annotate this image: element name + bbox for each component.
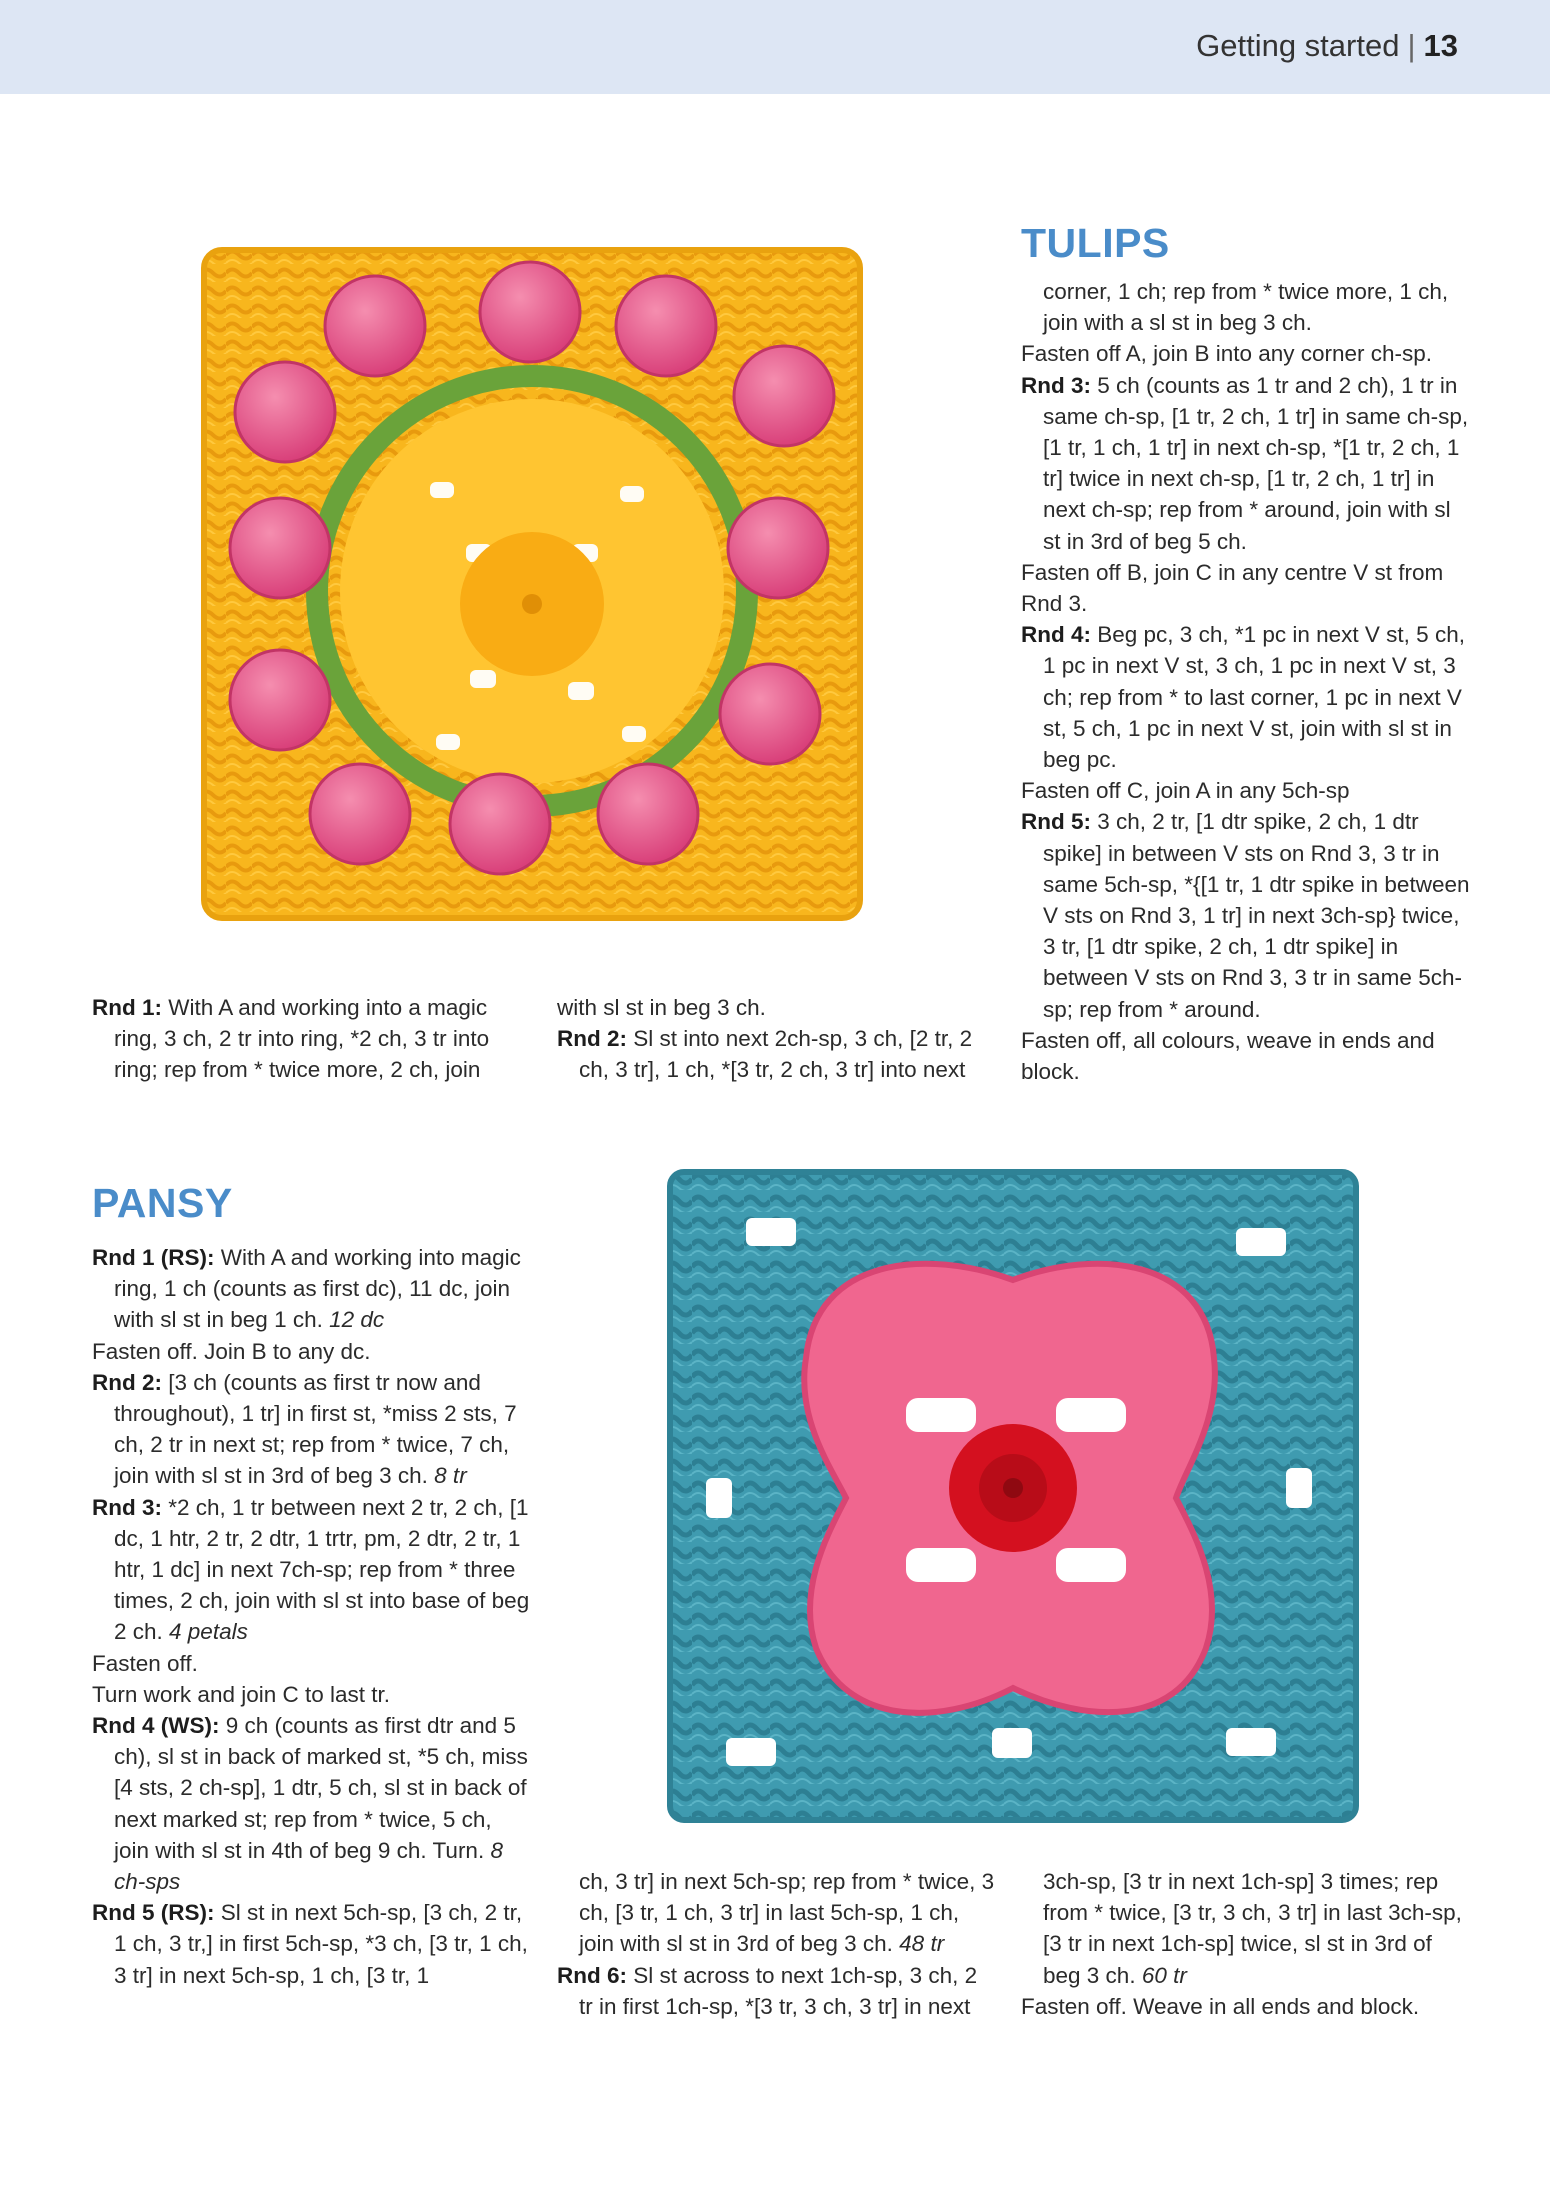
pansy-rnd-3: Rnd 3: *2 ch, 1 tr between next 2 tr, 2 ch, [1 dc, 1 htr, 2 tr, 2 dtr, 1 trtr, pm, 2 dtr, 2 tr, 1 htr, 1 dc] in next 7ch-sp; rep from * three times, 2 ch, join with sl st into base of beg 2 ch. 4 petals xyxy=(92,1494,530,1645)
pansy-rnd-2: Rnd 2: [3 ch (counts as first tr now and throughout), 1 tr] in first st, *miss 2 sts, 7 ch, 2 tr in next st; rep from * twice, 7 ch, join with sl st in 3rd of beg 3 ch. 8 tr xyxy=(92,1369,517,1489)
tulips-rnd-1: Rnd 1: With A and working into a magic ring, 3 ch, 2 tr into ring, *2 ch, 3 tr into ring; rep from * twice more, 2 ch, join xyxy=(92,995,490,1083)
tulips-rnd-2-cont: corner, 1 ch; rep from * twice more, 1 ch, join with a sl st in beg 3 ch. xyxy=(1043,279,1449,336)
pansy-rnd-6: Rnd 6: Sl st across to next 1ch-sp, 3 ch, 2 tr in first 1ch-sp, *[3 tr, 3 ch, 3 tr] in next xyxy=(557,1962,978,2019)
tulips-rnd-5: Rnd 5: 3 ch, 2 tr, [1 dtr spike, 2 ch, 1 dtr spike] in between V sts on Rnd 3, 3 tr in same 5ch-sp, *{[1 tr, 1 dtr spike in between V sts on Rnd 3, 1 tr] in next 3ch-sp} twice, 3 tr, [1 dtr spike, 2 ch, 1 dtr spike] in between V sts on Rnd 3, 3 tr in same 5ch-sp; rep from * around. xyxy=(1021,809,1470,1022)
pansy-column-2 xyxy=(557,1866,995,2022)
pansy-rnd-6-cont: 3ch-sp, [3 tr in next 1ch-sp] 3 times; rep from * twice, [3 tr, 3 ch, 3 tr] in last 3ch-sp, [3 tr in next 1ch-sp] twice, sl st in 3rd of beg 3 ch. 60 tr xyxy=(1043,1869,1462,1988)
page-number: 13 xyxy=(1423,28,1458,63)
tulips-column-2 xyxy=(557,992,987,1086)
pansy-fasten-off: Fasten off. xyxy=(92,1650,198,1676)
pansy-rnd-4: Rnd 4 (WS): 9 ch (counts as first dtr and 5 ch), sl st in back of marked st, *5 ch, miss [4 sts, 2 ch-sp], 1 dtr, 5 ch, sl st in back of next marked st; rep from * twice, 5 ch, join with sl st in 4th of beg 9 ch. Turn. 8 ch-sps xyxy=(92,1713,528,1895)
tulips-granny-square-photo xyxy=(200,246,864,922)
tulips-column-3 xyxy=(1021,276,1471,1087)
tulips-rnd-1-cont: with sl st in beg 3 ch. xyxy=(557,995,766,1020)
pansy-column-1 xyxy=(92,1242,530,1991)
pansy-column-3 xyxy=(1021,1866,1471,2022)
tulips-fasten-c: Fasten off C, join A in any 5ch-sp xyxy=(1021,778,1350,804)
tulips-rnd-2: Rnd 2: Sl st into next 2ch-sp, 3 ch, [2 tr, 2 ch, 3 tr], 1 ch, *[3 tr, 2 ch, 3 tr] into next xyxy=(557,1026,973,1083)
pansy-fasten-a: Fasten off. Join B to any dc. xyxy=(92,1338,371,1364)
tulips-finish: Fasten off, all colours, weave in ends and block. xyxy=(1021,1027,1435,1085)
tulips-rnd-3: Rnd 3: 5 ch (counts as 1 tr and 2 ch), 1 tr in same ch-sp, [1 tr, 2 ch, 1 tr] in same ch-sp, [1 tr, 1 ch, 1 tr] in next ch-sp, *[1 tr, 2 ch, 1 tr] twice in next ch-sp, [1 tr, 2 ch, 1 tr] in next ch-sp; rep from * around, join with sl st in 3rd of beg 5 ch. xyxy=(1021,372,1469,554)
pansy-rnd-1: Rnd 1 (RS): With A and working into magic ring, 1 ch (counts as first dc), 11 dc, join with sl st in beg 1 ch. 12 dc xyxy=(92,1245,521,1333)
pansy-title: PANSY xyxy=(92,1180,233,1226)
pansy-granny-square-photo xyxy=(666,1168,1360,1824)
pansy-turn-work: Turn work and join C to last tr. xyxy=(92,1681,391,1707)
pansy-rnd-5-cont: ch, 3 tr] in next 5ch-sp; rep from * twice, 3 ch, [3 tr, 1 ch, 3 tr] in last 5ch-sp, 1 ch, join with sl st in 3rd of beg 3 ch. 48 tr xyxy=(579,1869,995,1957)
header-separator: | xyxy=(1407,28,1416,63)
tulips-rnd-4: Rnd 4: Beg pc, 3 ch, *1 pc in next V st, 5 ch, 1 pc in next V st, 3 ch, 1 pc in next V st, 3 ch; rep from * to last corner, 1 pc in next V st, 5 ch, 1 pc in next V st, join with sl st in beg pc. xyxy=(1021,622,1465,773)
tulips-title: TULIPS xyxy=(1021,220,1170,266)
tulips-column-1 xyxy=(92,992,536,1086)
running-head xyxy=(1196,28,1458,64)
pansy-rnd-5: Rnd 5 (RS): Sl st in next 5ch-sp, [3 ch, 2 tr, 1 ch, 3 tr,] in first 5ch-sp, *3 ch, [3 tr, 1 ch, 3 tr] in next 5ch-sp, 1 ch, [3 tr, 1 xyxy=(92,1900,528,1988)
tulips-fasten-b: Fasten off B, join C in any centre V st from Rnd 3. xyxy=(1021,559,1444,617)
tulips-fasten-a: Fasten off A, join B into any corner ch-sp. xyxy=(1021,341,1433,367)
section-name: Getting started xyxy=(1196,28,1400,63)
pansy-finish: Fasten off. Weave in all ends and block. xyxy=(1021,1993,1420,2019)
